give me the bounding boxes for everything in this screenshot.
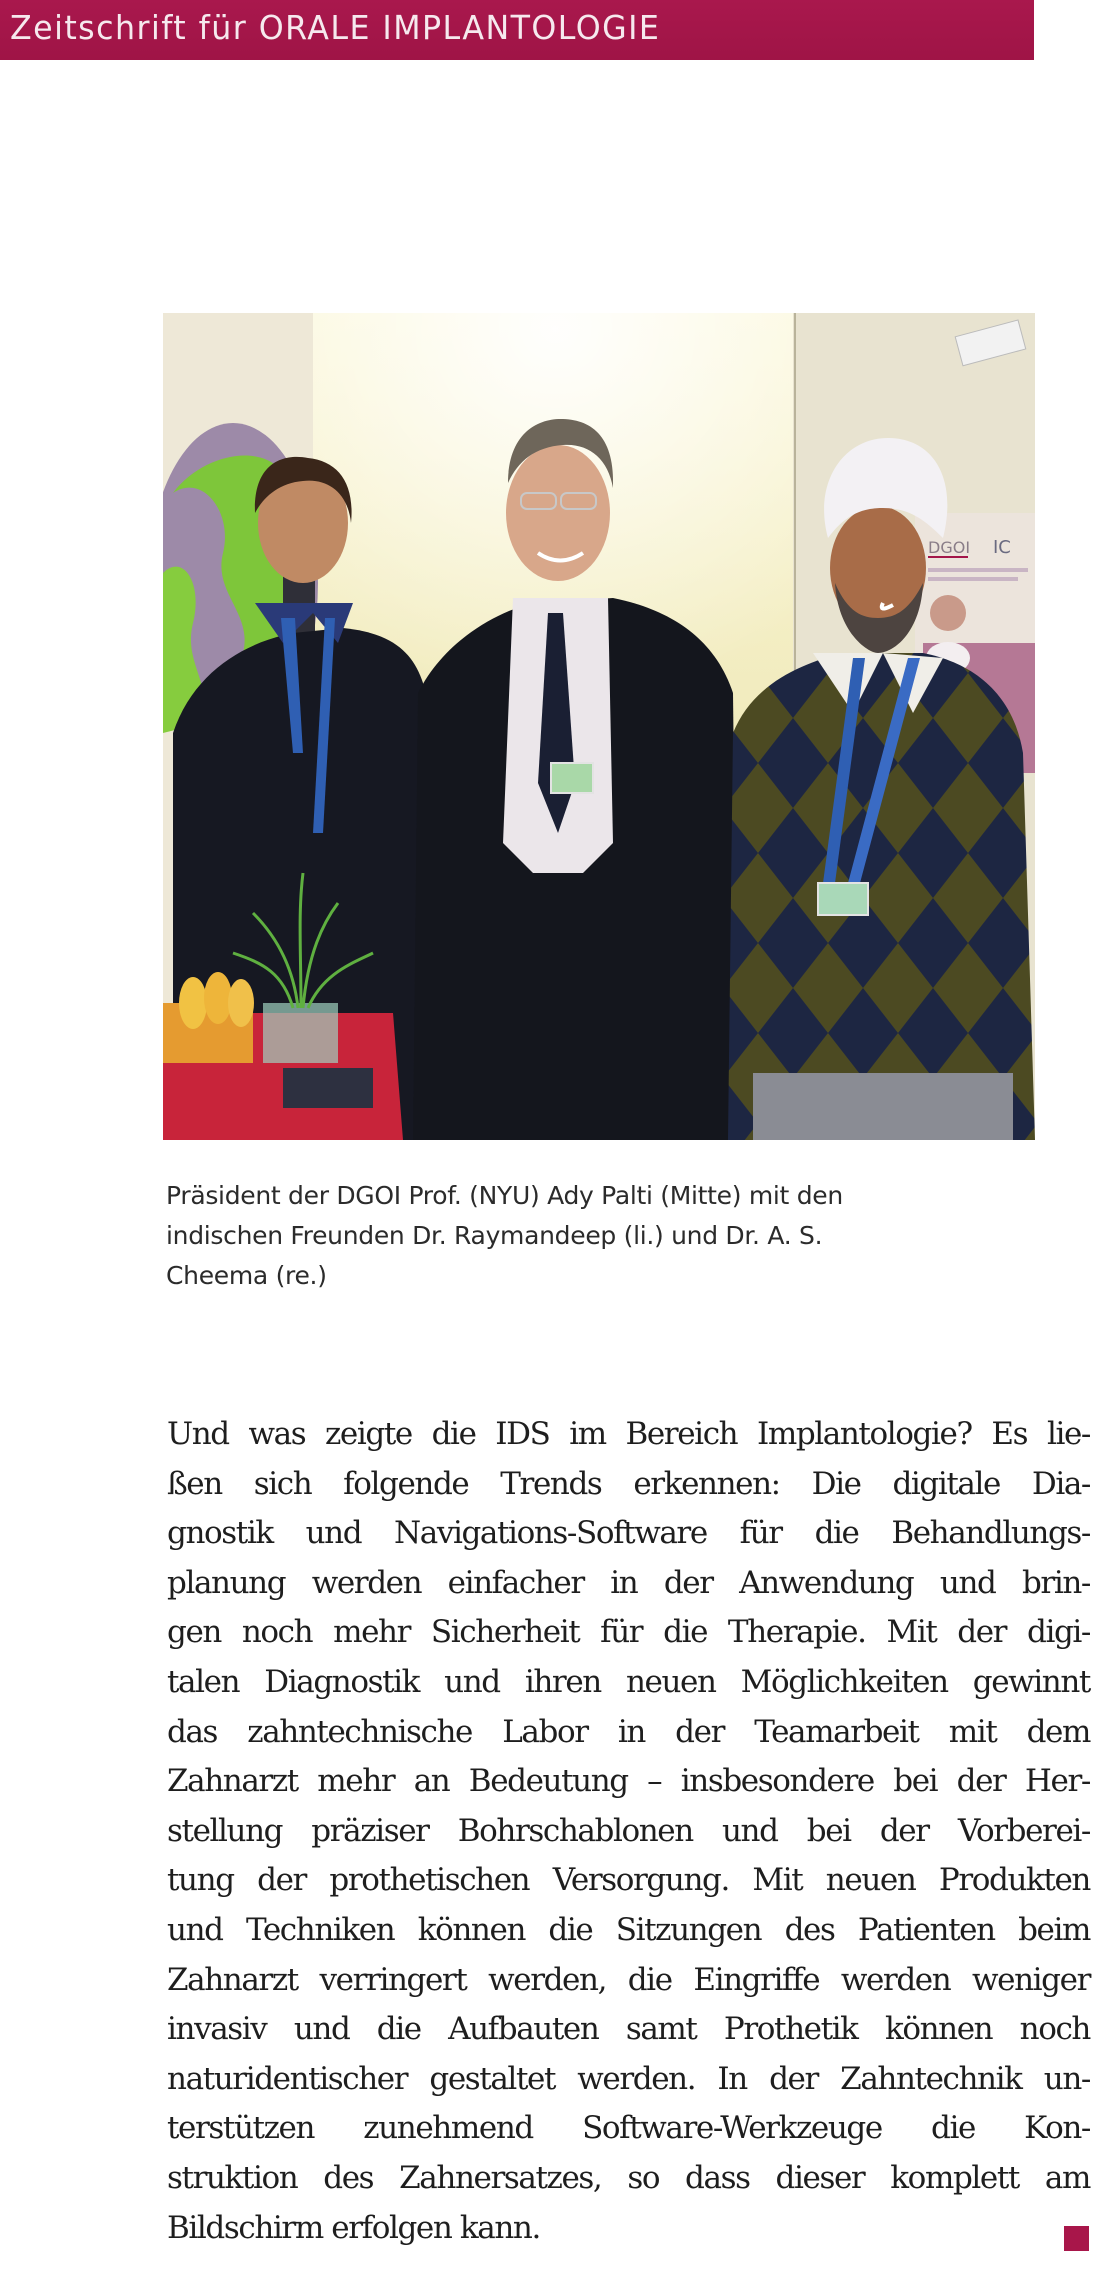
svg-text:IC: IC [993,537,1011,558]
article-line: ßen sich folgende Trends erkennen: Die digitale Dia- [167,1465,1090,1502]
article-line: tung der prothetischen Versorgung. Mit neuen Produkten [167,1862,1090,1899]
article-line: naturidentischer gestaltet werden. In der Zahntechnik un- [167,2060,1090,2097]
article-line: und Techniken können die Sitzungen des Patienten beim [167,1911,1090,1948]
caption-line: Präsident der DGOI Prof. (NYU) Ady Palti (Mitte) mit den [166,1181,843,1210]
article-line: invasiv und die Aufbauten samt Prothetik können noch [167,2011,1090,2048]
article-body [167,1410,1090,2253]
article-line: planung werden einfacher in der Anwendung und brin- [167,1564,1090,1601]
caption-line: indischen Freunden Dr. Raymandeep (li.) und Dr. A. S. [166,1221,823,1250]
journal-title: Zeitschrift für ORALE IMPLANTOLOGIE [10,8,661,47]
article-photo [163,313,1035,1140]
article-end-square-icon [1064,2226,1089,2251]
caption-line: Cheema (re.) [166,1261,327,1290]
article-line: talen Diagnostik und ihren neuen Möglichkeiten gewinnt [167,1663,1090,1700]
article-line: gen noch mehr Sicherheit für die Therapie. Mit der digi- [167,1614,1090,1651]
article-line: Zahnarzt mehr an Bedeutung – insbesondere bei der Her- [167,1763,1090,1800]
article-line: Zahnarzt verringert werden, die Eingriffe werden weniger [167,1961,1090,1998]
article-line: struktion des Zahnersatzes, so dass dieser komplett am [167,2159,1090,2196]
journal-header-bar [0,0,1034,60]
article-line: Und was zeigte die IDS im Bereich Implantologie? Es lie- [167,1416,1090,1452]
article-line: stellung präziser Bohrschablonen und bei der Vorberei- [167,1812,1090,1849]
svg-text:DGOI: DGOI [928,538,971,557]
article-line: terstützen zunehmend Software-Werkzeuge die Kon- [167,2110,1090,2147]
article-line: Bildschirm erfolgen kann. [167,2209,540,2246]
photo-caption [166,1176,1006,1296]
article-line: das zahntechnische Labor in der Teamarbeit mit dem [167,1713,1090,1750]
article-line: gnostik und Navigations-Software für die Behandlungs- [167,1515,1090,1552]
